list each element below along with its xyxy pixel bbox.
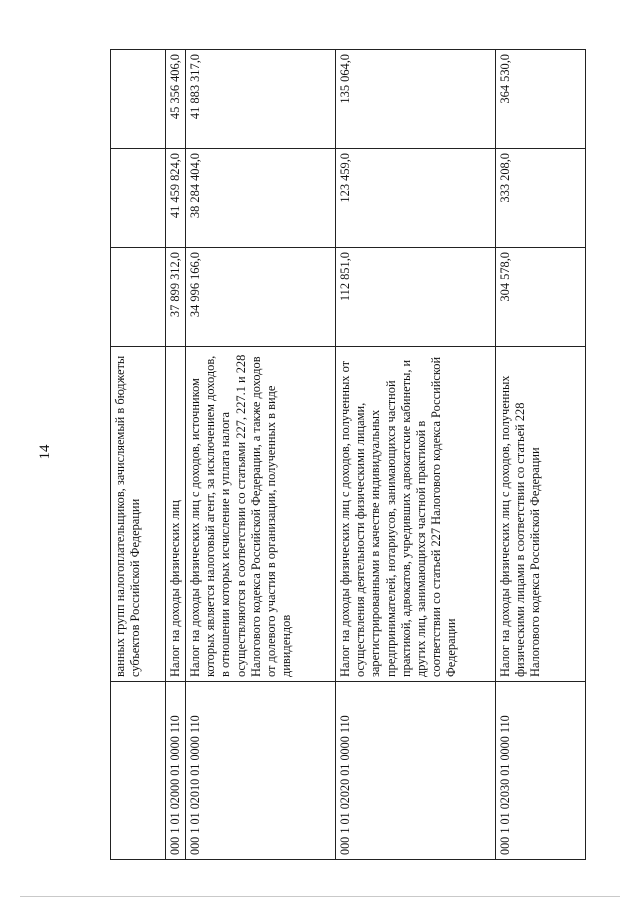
budget-code-cell: 000 1 01 02010 01 0000 110: [186, 682, 336, 860]
revenue-name-cell: Налог на доходы физических лиц: [166, 347, 186, 682]
budget-code-cell: 000 1 01 02030 01 0000 110: [496, 682, 586, 860]
value-cell: 34 996 166,0: [186, 248, 336, 347]
revenue-table: [110, 49, 586, 860]
value-cell: 333 208,0: [496, 149, 586, 248]
revenue-name-cell: ванных групп налогоплательщиков, зачисляемый в бюджеты субъектов Российской Федерации: [111, 347, 166, 682]
value-cell: 45 356 406,0: [166, 50, 186, 149]
page-bottom-rule: [20, 896, 620, 897]
table-row: [186, 50, 336, 860]
revenue-name-cell: Налог на доходы физических лиц с доходов, полученных от осуществления деятельности физическими лицами, зарегистрированными в качестве индивидуальных предпринимателей, нотариусов, занимающихся частной практикой, адвокатов, учредивших адвокатские кабинеты, и других лиц, занимающихся частной практикой в соответствии со статьей 227 Налогового кодекса Российской Федерации: [336, 347, 496, 682]
value-cell: [111, 149, 166, 248]
value-cell: 38 284 404,0: [186, 149, 336, 248]
budget-code-cell: 000 1 01 02000 01 0000 110: [166, 682, 186, 860]
value-cell: 41 459 824,0: [166, 149, 186, 248]
table-row: [496, 50, 586, 860]
table-row: [166, 50, 186, 860]
page-number: 14: [37, 444, 53, 460]
revenue-name-cell: Налог на доходы физических лиц с доходов, полученных физическими лицами в соответствии со статьей 228 Налогового кодекса Российской Федерации: [496, 347, 586, 682]
value-cell: 364 530,0: [496, 50, 586, 149]
value-cell: [111, 50, 166, 149]
value-cell: 304 578,0: [496, 248, 586, 347]
revenue-name-cell: Налог на доходы физических лиц с доходов, источником которых является налоговый агент, за исключением доходов, в отношении которых исчисление и уплата налога осуществляются в соответствии со статьями 227, 227.1 и 228 Налогового кодекса Российской Федерации, а также доходов от долевого участия в организации, полученных в виде дивидендов: [186, 347, 336, 682]
value-cell: 37 899 312,0: [166, 248, 186, 347]
value-cell: 41 883 317,0: [186, 50, 336, 149]
budget-code-cell: 000 1 01 02020 01 0000 110: [336, 682, 496, 860]
table-row: [336, 50, 496, 860]
value-cell: [111, 248, 166, 347]
budget-code-cell: [111, 682, 166, 860]
table-row: [111, 50, 166, 860]
value-cell: 112 851,0: [336, 248, 496, 347]
value-cell: 135 064,0: [336, 50, 496, 149]
rotated-page-content: [110, 50, 585, 860]
value-cell: 123 459,0: [336, 149, 496, 248]
